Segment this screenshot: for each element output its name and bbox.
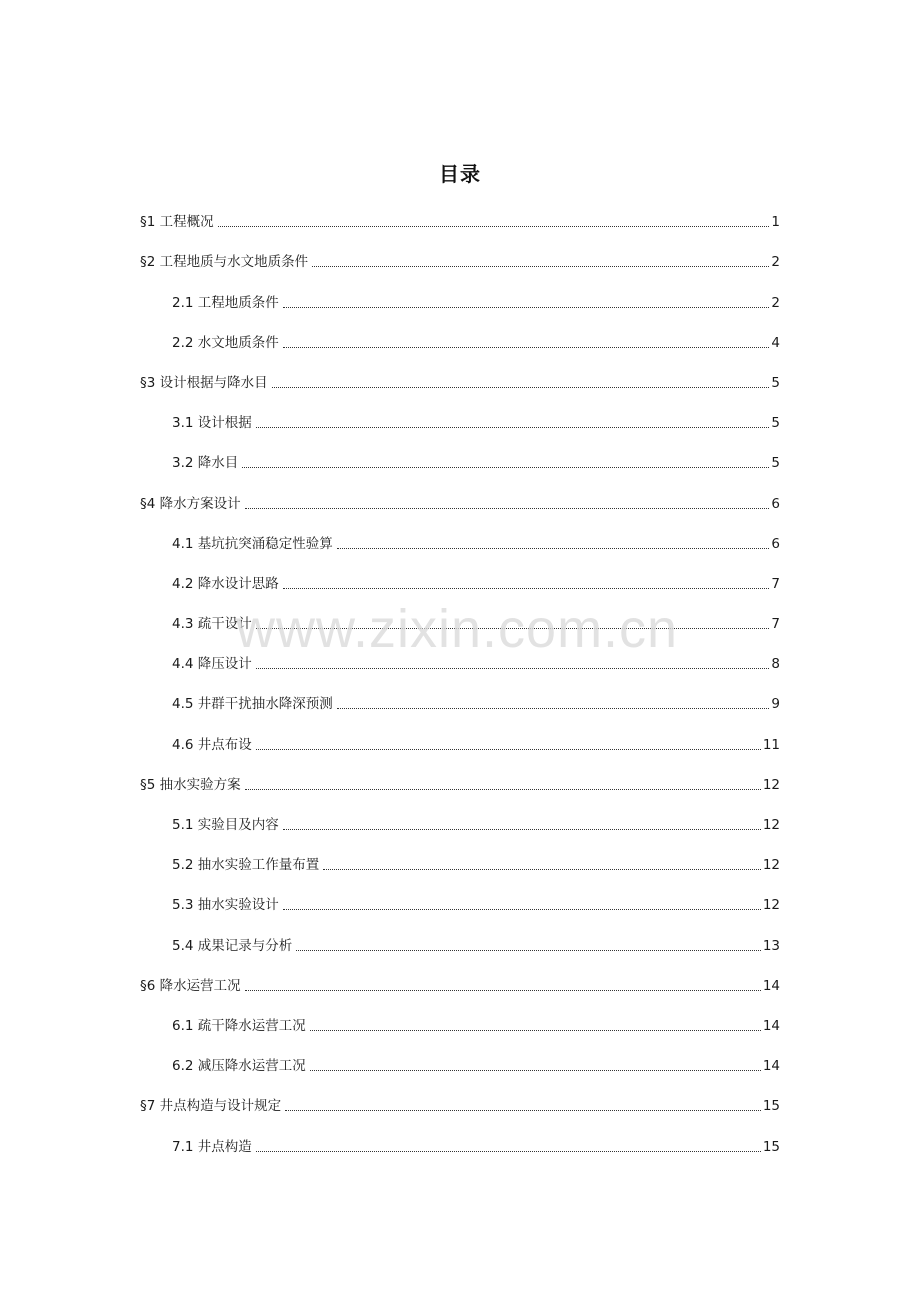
dot-leader bbox=[283, 347, 770, 348]
toc-entry-page-number: 12 bbox=[762, 857, 780, 874]
toc-entry[interactable] bbox=[172, 606, 780, 646]
toc-entry-label: 4.4 降压设计 bbox=[172, 656, 252, 673]
dot-leader bbox=[256, 427, 770, 428]
toc-entry[interactable] bbox=[172, 1048, 780, 1088]
toc-entry[interactable] bbox=[172, 566, 780, 606]
toc-entry-page-number: 9 bbox=[771, 696, 780, 713]
dot-leader bbox=[283, 588, 770, 589]
toc-entry[interactable] bbox=[172, 526, 780, 566]
toc-entry[interactable] bbox=[172, 405, 780, 445]
dot-leader bbox=[310, 1030, 761, 1031]
toc-entry[interactable] bbox=[140, 365, 780, 405]
toc-entry-page-number: 12 bbox=[762, 897, 780, 914]
toc-entry-label: 5.1 实验目及内容 bbox=[172, 817, 279, 833]
toc-entry[interactable] bbox=[172, 1008, 780, 1048]
page-title: 目录 bbox=[439, 162, 481, 186]
toc-entry-label: 2.1 工程地质条件 bbox=[172, 294, 279, 311]
dot-leader bbox=[242, 467, 769, 468]
dot-leader bbox=[256, 749, 761, 750]
dot-leader bbox=[285, 1110, 761, 1111]
dot-leader bbox=[310, 1070, 761, 1071]
toc-entry-page-number: 7 bbox=[771, 616, 780, 633]
toc-entry[interactable] bbox=[172, 927, 780, 967]
dot-leader bbox=[245, 508, 770, 509]
toc-entry-page-number: 14 bbox=[762, 977, 780, 994]
toc-entry-page-number: 6 bbox=[771, 535, 780, 552]
toc-entry-label: §4 降水方案设计 bbox=[140, 495, 241, 512]
toc-entry[interactable] bbox=[172, 807, 780, 847]
toc-entry-label: §3 设计根据与降水目 bbox=[140, 374, 268, 391]
toc-entry[interactable] bbox=[140, 204, 780, 244]
toc-entry-page-number: 8 bbox=[771, 656, 780, 673]
dot-leader bbox=[337, 548, 770, 549]
toc-entry[interactable] bbox=[140, 244, 780, 284]
dot-leader bbox=[272, 387, 770, 388]
toc-entry[interactable] bbox=[172, 887, 780, 927]
toc-entry-page-number: 12 bbox=[762, 817, 780, 833]
toc-entry-label: 3.2 降水目 bbox=[172, 455, 239, 472]
watermark: www.zixin.com.cn bbox=[236, 599, 679, 659]
toc-entry[interactable] bbox=[140, 767, 780, 807]
toc-entry-page-number: 2 bbox=[771, 254, 780, 271]
toc-entry[interactable] bbox=[172, 686, 780, 726]
dot-leader bbox=[218, 226, 770, 227]
dot-leader bbox=[283, 829, 761, 830]
toc-entry-page-number: 5 bbox=[771, 455, 780, 472]
toc-entry[interactable] bbox=[172, 325, 780, 365]
toc-entry[interactable] bbox=[172, 445, 780, 485]
dot-leader bbox=[256, 628, 770, 629]
toc-entry-label: 7.1 井点构造 bbox=[172, 1138, 252, 1155]
dot-leader bbox=[283, 307, 770, 308]
toc-entry-page-number: 5 bbox=[771, 415, 780, 432]
dot-leader bbox=[283, 909, 761, 910]
toc-entry[interactable] bbox=[140, 1088, 780, 1128]
toc-entry-page-number: 13 bbox=[762, 937, 780, 954]
toc-entry-page-number: 2 bbox=[771, 294, 780, 311]
toc-entry-label: §7 井点构造与设计规定 bbox=[140, 1098, 282, 1115]
dot-leader bbox=[296, 950, 761, 951]
dot-leader bbox=[256, 668, 770, 669]
toc-entry-label: 5.4 成果记录与分析 bbox=[172, 937, 293, 954]
toc-entry-label: 4.3 疏干设计 bbox=[172, 616, 252, 633]
toc-entry-page-number: 15 bbox=[762, 1138, 780, 1155]
toc-entry-page-number: 1 bbox=[771, 214, 780, 231]
toc-entry-label: 6.1 疏干降水运营工况 bbox=[172, 1017, 306, 1034]
toc-entry-label: 4.6 井点布设 bbox=[172, 736, 252, 753]
toc-entry-page-number: 5 bbox=[771, 374, 780, 391]
toc-entry-label: §5 抽水实验方案 bbox=[140, 776, 241, 793]
toc-entry[interactable] bbox=[140, 968, 780, 1008]
toc-entry-label: 5.2 抽水实验工作量布置 bbox=[172, 857, 320, 874]
toc-entry-label: §6 降水运营工况 bbox=[140, 977, 241, 994]
toc-entry-label: 4.2 降水设计思路 bbox=[172, 575, 279, 592]
dot-leader bbox=[245, 789, 761, 790]
toc-entry[interactable] bbox=[172, 847, 780, 887]
toc-entry-page-number: 12 bbox=[762, 776, 780, 793]
dot-leader bbox=[256, 1151, 761, 1152]
toc-entry-label: 5.3 抽水实验设计 bbox=[172, 897, 279, 914]
dot-leader bbox=[312, 266, 769, 267]
toc-entry-page-number: 14 bbox=[762, 1017, 780, 1034]
toc-entry-page-number: 15 bbox=[762, 1098, 780, 1115]
toc-entry[interactable] bbox=[172, 646, 780, 686]
toc-entry[interactable] bbox=[172, 1128, 780, 1168]
toc-entry-page-number: 4 bbox=[771, 334, 780, 351]
toc-entry[interactable] bbox=[172, 726, 780, 766]
toc-entry-page-number: 6 bbox=[771, 495, 780, 512]
toc-entry-label: 4.1 基坑抗突涌稳定性验算 bbox=[172, 535, 333, 552]
toc-entry-label: 2.2 水文地质条件 bbox=[172, 334, 279, 351]
toc-entry[interactable] bbox=[140, 485, 780, 525]
dot-leader bbox=[245, 990, 761, 991]
toc-entry-label: §2 工程地质与水文地质条件 bbox=[140, 254, 309, 271]
toc-entry-page-number: 11 bbox=[762, 736, 780, 753]
table-of-contents bbox=[0, 204, 920, 1169]
dot-leader bbox=[323, 869, 761, 870]
toc-entry-label: 4.5 井群干扰抽水降深预测 bbox=[172, 696, 333, 713]
toc-entry-page-number: 14 bbox=[762, 1058, 780, 1075]
toc-entry-label: 3.1 设计根据 bbox=[172, 415, 252, 432]
toc-entry-label: §1 工程概况 bbox=[140, 214, 214, 231]
toc-entry[interactable] bbox=[172, 284, 780, 324]
dot-leader bbox=[337, 708, 770, 709]
toc-entry-page-number: 7 bbox=[771, 575, 780, 592]
toc-entry-label: 6.2 减压降水运营工况 bbox=[172, 1058, 306, 1075]
